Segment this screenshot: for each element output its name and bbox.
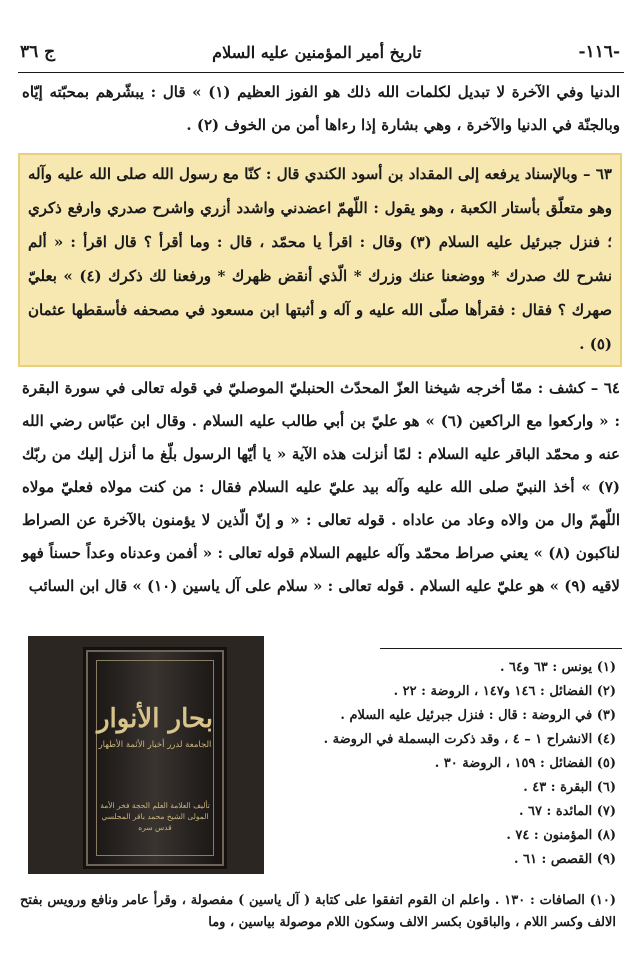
book-cover-image [28,636,264,874]
hadith-64-paragraph: ٦٤ – كشف : ممّا أخرجه شيخنا العزّ المحدّث الحنبليّ الموصليّ في قوله تعالى في سورة البقرة : « واركعوا مع الراكعين (٦) » هو عليّ بن أبي طالب عليه السلام . وقال ابن عبّاس رضي الله عنه و محمّد الباقر عليه السلام : لمّا أنزلت هذه الآية « يا أيّها الرسول بلّغ ما أنزل إليك من ربّك (٧) » أخذ النبيّ صلى الله عليه وآله بيد عليّ عليه السلام فقال : من كنت مولاه فعليّ مولاه اللّهمّ وال من والاه وعاد من عاداه . قوله تعالى : « و إنّ الّذين لا يؤمنون بالآخرة عن الصراط لناكبون (٨) » يعني صراط محمّد وآله عليهم السلام قوله تعالى : « أفمن وعدناه وعداً حسناً فهو لاقيه (٩) » هو عليّ عليه السلام . قوله تعالى : « سلام على آل ياسين (١٠) » قال ابن السائب [22,379,621,595]
footnote-5: (٥) الفضائل : ١٥٩ ، الروضة ٣٠ . [434,756,616,771]
footnote-6: (٦) البقرة : ٤٣ . [523,780,616,795]
footnote-7: (٧) المائدة : ٦٧ . [518,804,616,819]
page-title: تاريخ أمير المؤمنين عليه السلام [212,42,422,62]
page-header [20,34,620,70]
footnote-1: (١) يونس : ٦٣ و٦٤ . [499,660,616,675]
book-cover-frame [86,650,224,866]
book-cover-author: تأليف العلامة العلم الحجة فخر الأمة المولى الشيخ محمد باقر المجلسي قدس سره [100,801,210,832]
footnote-2: (٢) الفضائل : ١٤٦ و١٤٧ ، الروضة : ٢٢ . [393,684,616,699]
volume-label: ج ٣٦ [20,42,56,62]
intro-paragraph: الدنيا وفي الآخرة لا تبديل لكلمات الله ذلك هو الفوز العظيم (١) » قال : يبشّرهم بمحبّته إيّاه وبالجنّة في الدنيا والآخرة ، وهي بشارة إذا رءاها أمن من الخوف (٢) . [22,83,620,134]
page-number: -١١٦- [578,42,620,62]
footnote-10: (١٠) الصافات : ١٣٠ . واعلم ان القوم اتفقوا على كتابة ( آل ياسين ) مفصولة ، وقرأ عامر ونافع ورويس بفتح الالف وكسر اللام ، والباقون بكسر الالف وسكون اللام موصولة بياسين ، وما [20,893,616,930]
footnote-8: (٨) المؤمنون : ٧٤ . [506,828,616,843]
highlighted-hadith-63: ٦٣ – وبالإسناد يرفعه إلى المقداد بن أسود الكندي قال : كنّا مع رسول الله صلى الله عليه وآله وهو متعلّق بأستار الكعبة ، وهو يقول : اللّهمّ اعضدني واشدد أزري واشرح صدري وارفع ذكري ؛ فنزل جبرئيل عليه السلام (٣) وقال : اقرأ يا محمّد ، قال : وما أقرأ ؟ قال اقرأ : « ألم نشرح لك صدرك * ووضعنا عنك وزرك * الّذي أنقض ظهرك * ورفعنا لك ذكرك (٤) » بعليّ صهرك ؟ فقال : فقرأها صلّى الله عليه و آله و أثبتها ابن مسعود في مصحفه فأسقطها عثمان (٥) . [18,153,622,367]
book-cover-title: بحار الأنوار [96,704,214,734]
header-divider [18,72,624,73]
footnote-9: (٩) القصص : ٦١ . [513,852,616,867]
footnote-4: (٤) الانشراح ١ – ٤ ، وقد ذكرت البسملة في الروضة . [323,732,616,747]
book-cover-subtitle: الجامعة لدرر أخبار الأئمة الأطهار [98,740,212,750]
footnote-divider [380,648,622,649]
footnote-3: (٣) في الروضة : قال : فنزل جبرئيل عليه السلام . [340,708,616,723]
footnotes-list [266,656,616,872]
